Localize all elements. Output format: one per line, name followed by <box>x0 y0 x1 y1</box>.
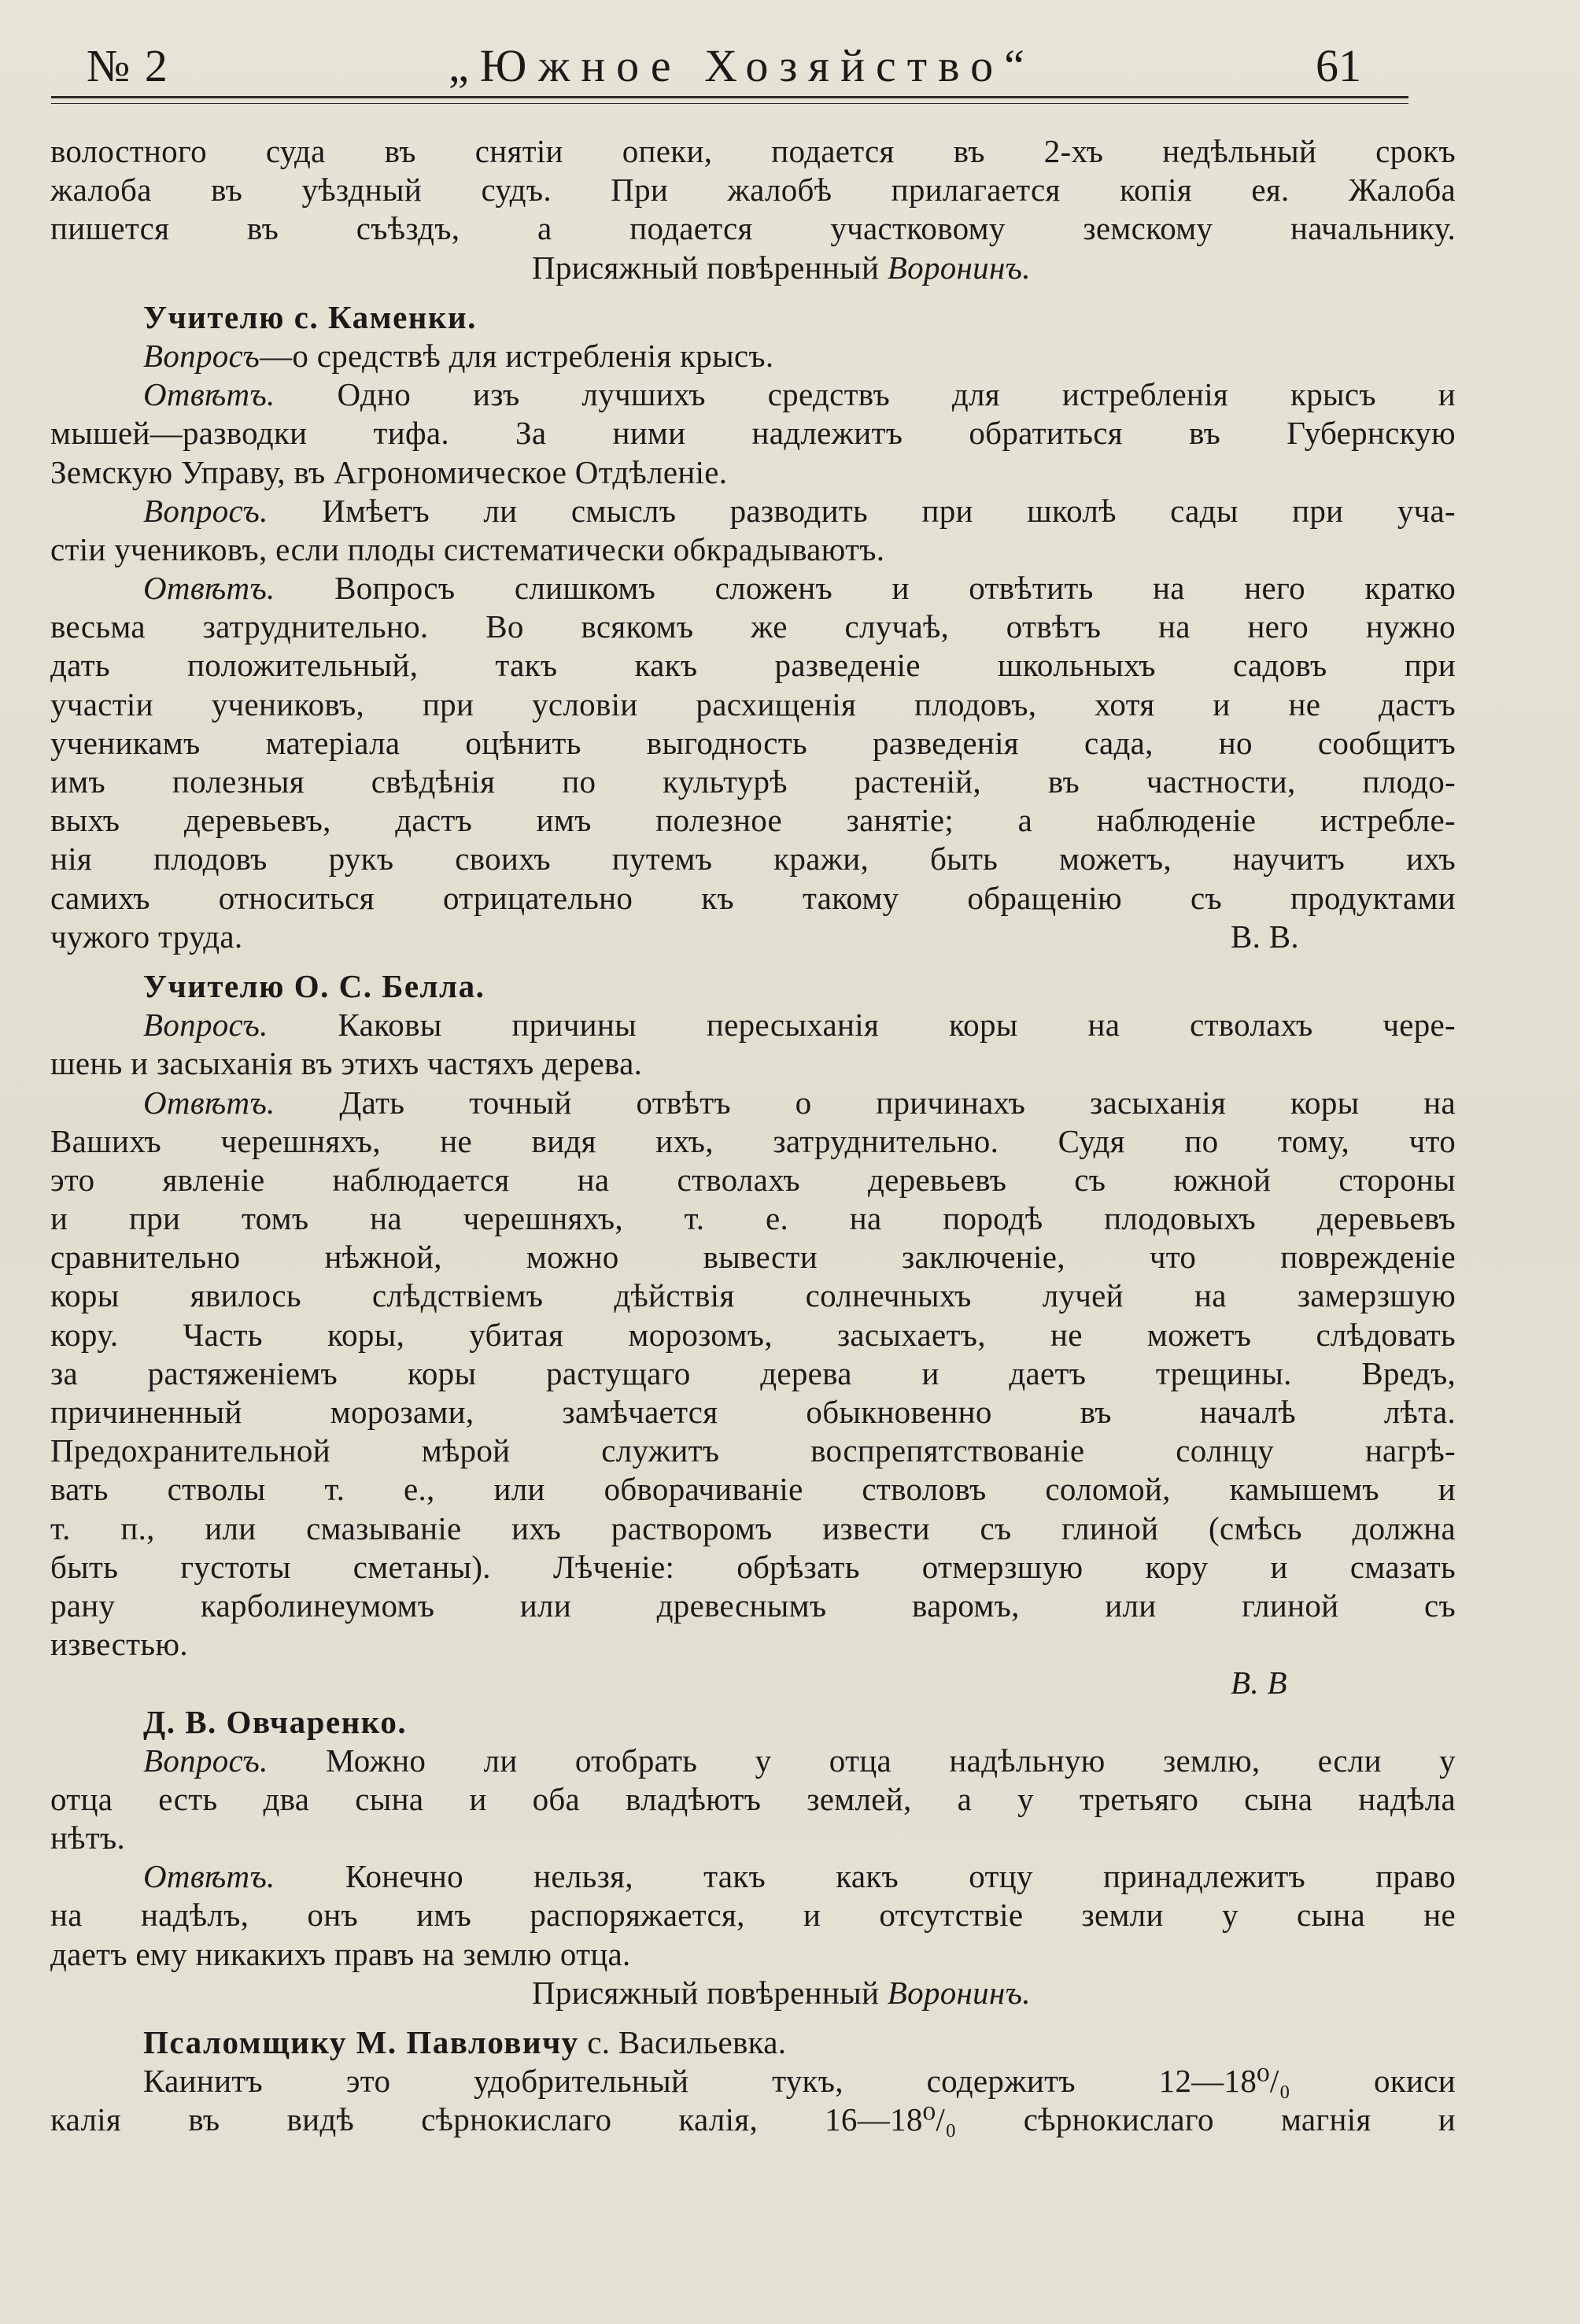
signature-name: Воронинъ. <box>887 1974 1031 2011</box>
text-line: мышей—разводки тифа. За ними надлежитъ обратиться въ Губернскую <box>50 415 1456 452</box>
text-line: Вашихъ черешняхъ, не видя ихъ, затруднительно. Судя по тому, что <box>50 1122 1456 1159</box>
answer-label: Отвѣтъ. <box>143 1858 275 1895</box>
text-fragment: чужого труда. <box>50 918 243 955</box>
answer-text: Конечно нельзя, такъ какъ отцу принадлежитъ право <box>275 1858 1456 1895</box>
question-label: Вопросъ. <box>143 1007 268 1044</box>
text-line: это явленіе наблюдается на стволахъ деревьевъ съ южной стороны <box>50 1161 1456 1198</box>
page-header <box>87 39 1408 102</box>
answer-text: Вопросъ слишкомъ сложенъ и отвѣтить на него кратко <box>275 570 1456 607</box>
answer-line <box>50 375 1456 414</box>
text-line: нія плодовъ рукъ своихъ путемъ кражи, быть можетъ, научитъ ихъ <box>50 841 1456 878</box>
signature-prefix: Присяжный повѣренный <box>532 1974 888 2011</box>
text-line: вать стволы т. е., или обворачиваніе стволовъ соломой, камышемъ и <box>50 1471 1456 1508</box>
signature-initials: В. В. <box>1231 918 1299 955</box>
question-text: Можно ли отобрать у отца надѣльную землю, если у <box>268 1742 1456 1779</box>
question-label: Вопросъ. <box>143 492 268 529</box>
signature-initials: В. В <box>1231 1664 1287 1701</box>
text-line: нѣтъ. <box>50 1820 126 1857</box>
text-line: Предохранительной мѣрой служитъ воспрепятствованіе солнцу нагрѣ- <box>50 1432 1456 1469</box>
text-line: за растяженіемъ коры растущаго дерева и даетъ трещины. Вредъ, <box>50 1354 1456 1391</box>
text-line: причиненный морозами, замѣчается обыкновенно въ началѣ лѣта. <box>50 1394 1456 1430</box>
page-number: 61 <box>1316 40 1361 91</box>
text-line: имъ полезныя свѣдѣнія по культурѣ растеній, въ частности, плодо- <box>50 763 1456 800</box>
text-line: известью. <box>50 1626 188 1663</box>
text-line: Земскую Управу, въ Агрономическое Отдѣленіе. <box>50 453 728 490</box>
question-text: —о средствѣ для истребленія крысъ. <box>260 337 774 374</box>
heading-rest: с. Васильевка. <box>578 2024 787 2060</box>
text-line: шень и засыханія въ этихъ частяхъ дерева. <box>50 1045 643 1082</box>
section-heading: Учителю с. Каменки. <box>143 298 477 335</box>
signature-initials-line <box>50 1664 1456 1702</box>
signature <box>50 1974 1456 2012</box>
text-line: весьма затруднительно. Во всякомъ же случаѣ, отвѣтъ на него нужно <box>50 608 1456 645</box>
question-line <box>50 492 1456 530</box>
text-line: пишется въ съѣздъ, а подается участковому земскому начальнику. <box>50 210 1456 247</box>
text-line: отца есть два сына и оба владѣютъ землей, а у третьяго сына надѣла <box>50 1780 1456 1817</box>
question-label: Вопросъ. <box>143 1742 268 1779</box>
answer-line <box>50 569 1456 608</box>
question-line <box>50 337 1456 375</box>
signature <box>50 249 1456 287</box>
text-line: сравнительно нѣжной, можно вывести заключеніе, что поврежденіе <box>50 1239 1456 1276</box>
section-heading: Учителю О. С. Белла. <box>143 967 485 1004</box>
section-heading <box>50 2023 1456 2062</box>
text-line: на надѣлъ, онъ имъ распоряжается, и отсутствіе земли у сына не <box>50 1897 1456 1934</box>
answer-label: Отвѣтъ. <box>143 570 275 607</box>
question-line <box>50 1742 1456 1780</box>
text-line: коры явилось слѣдствіемъ дѣйствія солнечныхъ лучей на замерзшую <box>50 1277 1456 1314</box>
answer-label: Отвѣтъ. <box>143 376 275 413</box>
text-line: выхъ деревьевъ, дастъ имъ полезное занятіе; а наблюденіе истребле- <box>50 802 1456 839</box>
answer-line <box>50 1857 1456 1896</box>
article-body <box>50 132 1456 2140</box>
text-line: быть густоты сметаны). Лѣченіе: обрѣзать отмерзшую кору и смазать <box>50 1548 1456 1585</box>
signature-prefix: Присяжный повѣренный <box>532 249 888 286</box>
header-rule-thin <box>51 103 1408 104</box>
question-text: Имѣетъ ли смыслъ разводить при школѣ сады при уча- <box>268 492 1456 529</box>
text-line: волостного суда въ снятіи опеки, подается въ 2-хъ недѣльный срокъ <box>50 133 1456 169</box>
header-rule <box>51 96 1408 98</box>
answer-text: Одно изъ лучшихъ средствъ для истребленія крысъ и <box>275 376 1456 413</box>
question-line <box>50 1006 1456 1044</box>
signature-name: Воронинъ. <box>887 249 1031 286</box>
issue-number: № 2 <box>87 40 169 91</box>
text-line: Каинитъ это удобрительный тукъ, содержитъ 12—18⁰/₀ окиси <box>143 2063 1456 2100</box>
section-heading: Д. В. Овчаренко. <box>143 1703 408 1740</box>
text-line: даетъ ему никакихъ правъ на землю отца. <box>50 1935 631 1972</box>
journal-title: „Южное Хозяйство“ <box>449 40 1035 91</box>
text-line: участіи учениковъ, при условіи расхищенія плодовъ, хотя и не дастъ <box>50 685 1456 722</box>
text-line: кору. Часть коры, убитая морозомъ, засыхаетъ, не можетъ слѣдовать <box>50 1316 1456 1353</box>
text-line: ученикамъ матеріала оцѣнить выгодность разведенія сада, но сообщитъ <box>50 724 1456 761</box>
answer-line <box>50 1084 1456 1122</box>
text-line: стіи учениковъ, если плоды систематически обкрадываютъ. <box>50 530 885 567</box>
text-line: т. п., или смазываніе ихъ растворомъ извести съ глиной (смѣсь должна <box>50 1509 1456 1546</box>
answer-label: Отвѣтъ. <box>143 1084 275 1121</box>
question-text: Каковы причины пересыханія коры на стволахъ чере- <box>268 1007 1456 1044</box>
text-line: калія въ видѣ сѣрнокислаго калія, 16—18⁰/₀ сѣрнокислаго магнія и <box>50 2101 1456 2138</box>
answer-text: Дать точный отвѣтъ о причинахъ засыханія коры на <box>275 1084 1456 1121</box>
text-line: дать положительный, такъ какъ разведеніе школьныхъ садовъ при <box>50 647 1456 684</box>
text-line: и при томъ на черешняхъ, т. е. на породѣ плодовыхъ деревьевъ <box>50 1200 1456 1237</box>
text-line-with-signature <box>50 918 1456 956</box>
text-line: жалоба въ уѣздный судъ. При жалобѣ прилагается копія ея. Жалоба <box>50 172 1456 209</box>
question-label: Вопросъ <box>143 337 260 374</box>
heading-bold: Псаломщику М. Павловичу <box>143 2024 579 2060</box>
text-line: рану карболинеумомъ или древеснымъ варомъ, или глиной съ <box>50 1587 1456 1624</box>
text-line: самихъ относиться отрицательно къ такому обращенію съ продуктами <box>50 879 1456 916</box>
